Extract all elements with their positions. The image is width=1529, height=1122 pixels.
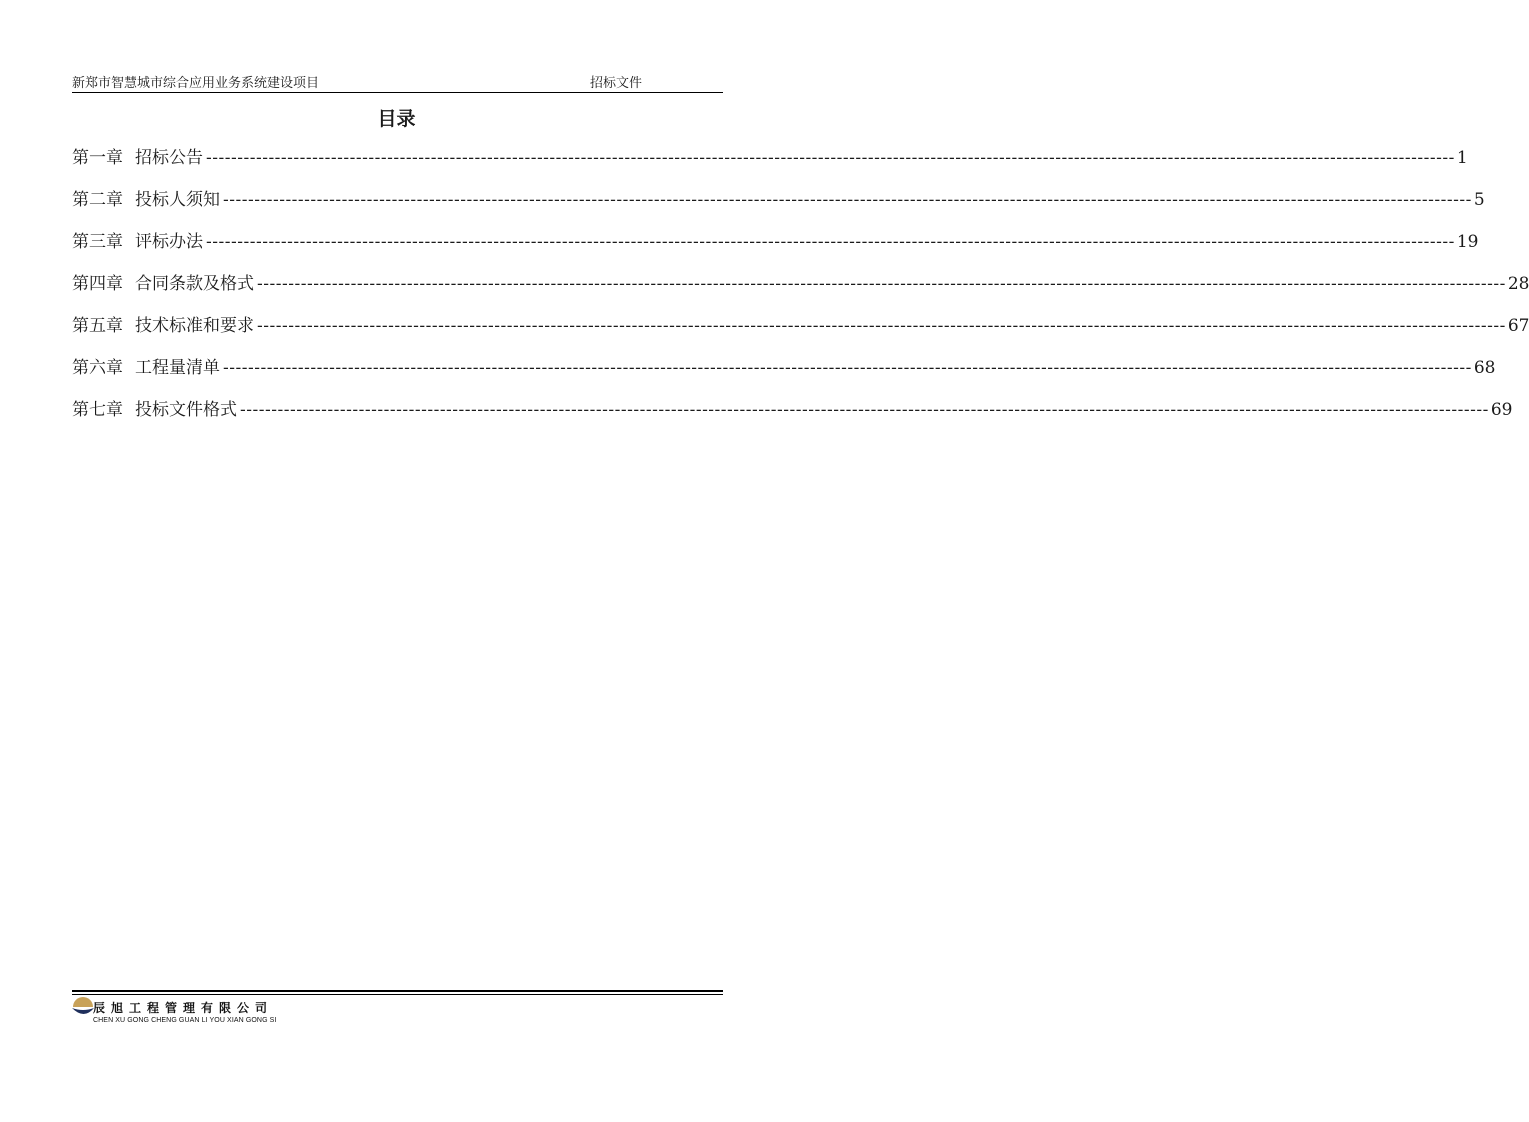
- toc-page-number: 5: [1473, 190, 1485, 210]
- toc-dot-leader: --------------------------------------------------------------------------------------------------------------------------------------------------------------------------------------------------------: [257, 274, 1506, 294]
- toc-chapter-name: 工程量清单: [135, 358, 220, 378]
- toc-chapter-number: 第二章: [72, 190, 123, 210]
- toc-title: 目录: [377, 108, 416, 130]
- toc-chapter-number: 第四章: [72, 274, 123, 294]
- footer-rule-thin: [72, 994, 723, 995]
- toc-chapter-name: 评标办法: [135, 232, 203, 252]
- toc-chapter-name: 招标公告: [135, 148, 203, 168]
- toc-dot-leader: --------------------------------------------------------------------------------------------------------------------------------------------------------------------------------------------------------: [206, 148, 1455, 168]
- toc-dot-leader: --------------------------------------------------------------------------------------------------------------------------------------------------------------------------------------------------------: [206, 232, 1455, 252]
- toc-chapter-name: 投标文件格式: [135, 400, 237, 420]
- toc-page-number: 19: [1456, 232, 1479, 252]
- toc-page-number: 69: [1490, 400, 1513, 420]
- company-name-en: CHEN XU GONG CHENG GUAN LI YOU XIAN GONG SI: [93, 1017, 277, 1024]
- toc-chapter-number: 第七章: [72, 400, 123, 420]
- toc-entry[interactable]: [72, 185, 1485, 227]
- rising-sun-logo-icon: [72, 996, 94, 1018]
- toc-dot-leader: --------------------------------------------------------------------------------------------------------------------------------------------------------------------------------------------------------: [223, 190, 1472, 210]
- toc-chapter-number: 第六章: [72, 358, 123, 378]
- toc-entry[interactable]: [72, 353, 1496, 395]
- project-name: 新郑市智慧城市综合应用业务系统建设项目: [72, 76, 320, 91]
- document-type: 招标文件: [590, 76, 643, 91]
- toc-dot-leader: --------------------------------------------------------------------------------------------------------------------------------------------------------------------------------------------------------: [240, 400, 1489, 420]
- toc-chapter-number: 第五章: [72, 316, 123, 336]
- toc-entry[interactable]: [72, 311, 1529, 353]
- company-name-cn: 辰旭工程管理有限公司: [93, 1001, 274, 1015]
- toc-entry[interactable]: [72, 269, 1529, 311]
- footer-rule-thick: [72, 990, 723, 992]
- company-logo: [72, 996, 332, 1032]
- page-header: [72, 72, 723, 93]
- toc-entry[interactable]: [72, 227, 1479, 269]
- toc-page-number: 67: [1507, 316, 1529, 336]
- toc-chapter-number: 第三章: [72, 232, 123, 252]
- toc-page-number: 68: [1473, 358, 1496, 378]
- toc-page-number: 28: [1507, 274, 1529, 294]
- toc-chapter-name: 投标人须知: [135, 190, 220, 210]
- toc-dot-leader: --------------------------------------------------------------------------------------------------------------------------------------------------------------------------------------------------------: [257, 316, 1506, 336]
- toc-chapter-name: 技术标准和要求: [135, 316, 254, 336]
- toc-entry[interactable]: [72, 395, 1513, 437]
- toc-chapter-name: 合同条款及格式: [135, 274, 254, 294]
- toc-entry[interactable]: [72, 143, 1468, 185]
- toc-dot-leader: --------------------------------------------------------------------------------------------------------------------------------------------------------------------------------------------------------: [223, 358, 1472, 378]
- page-footer: [72, 990, 723, 1024]
- table-of-contents: [72, 143, 1529, 437]
- toc-page-number: 1: [1456, 148, 1468, 168]
- toc-chapter-number: 第一章: [72, 148, 123, 168]
